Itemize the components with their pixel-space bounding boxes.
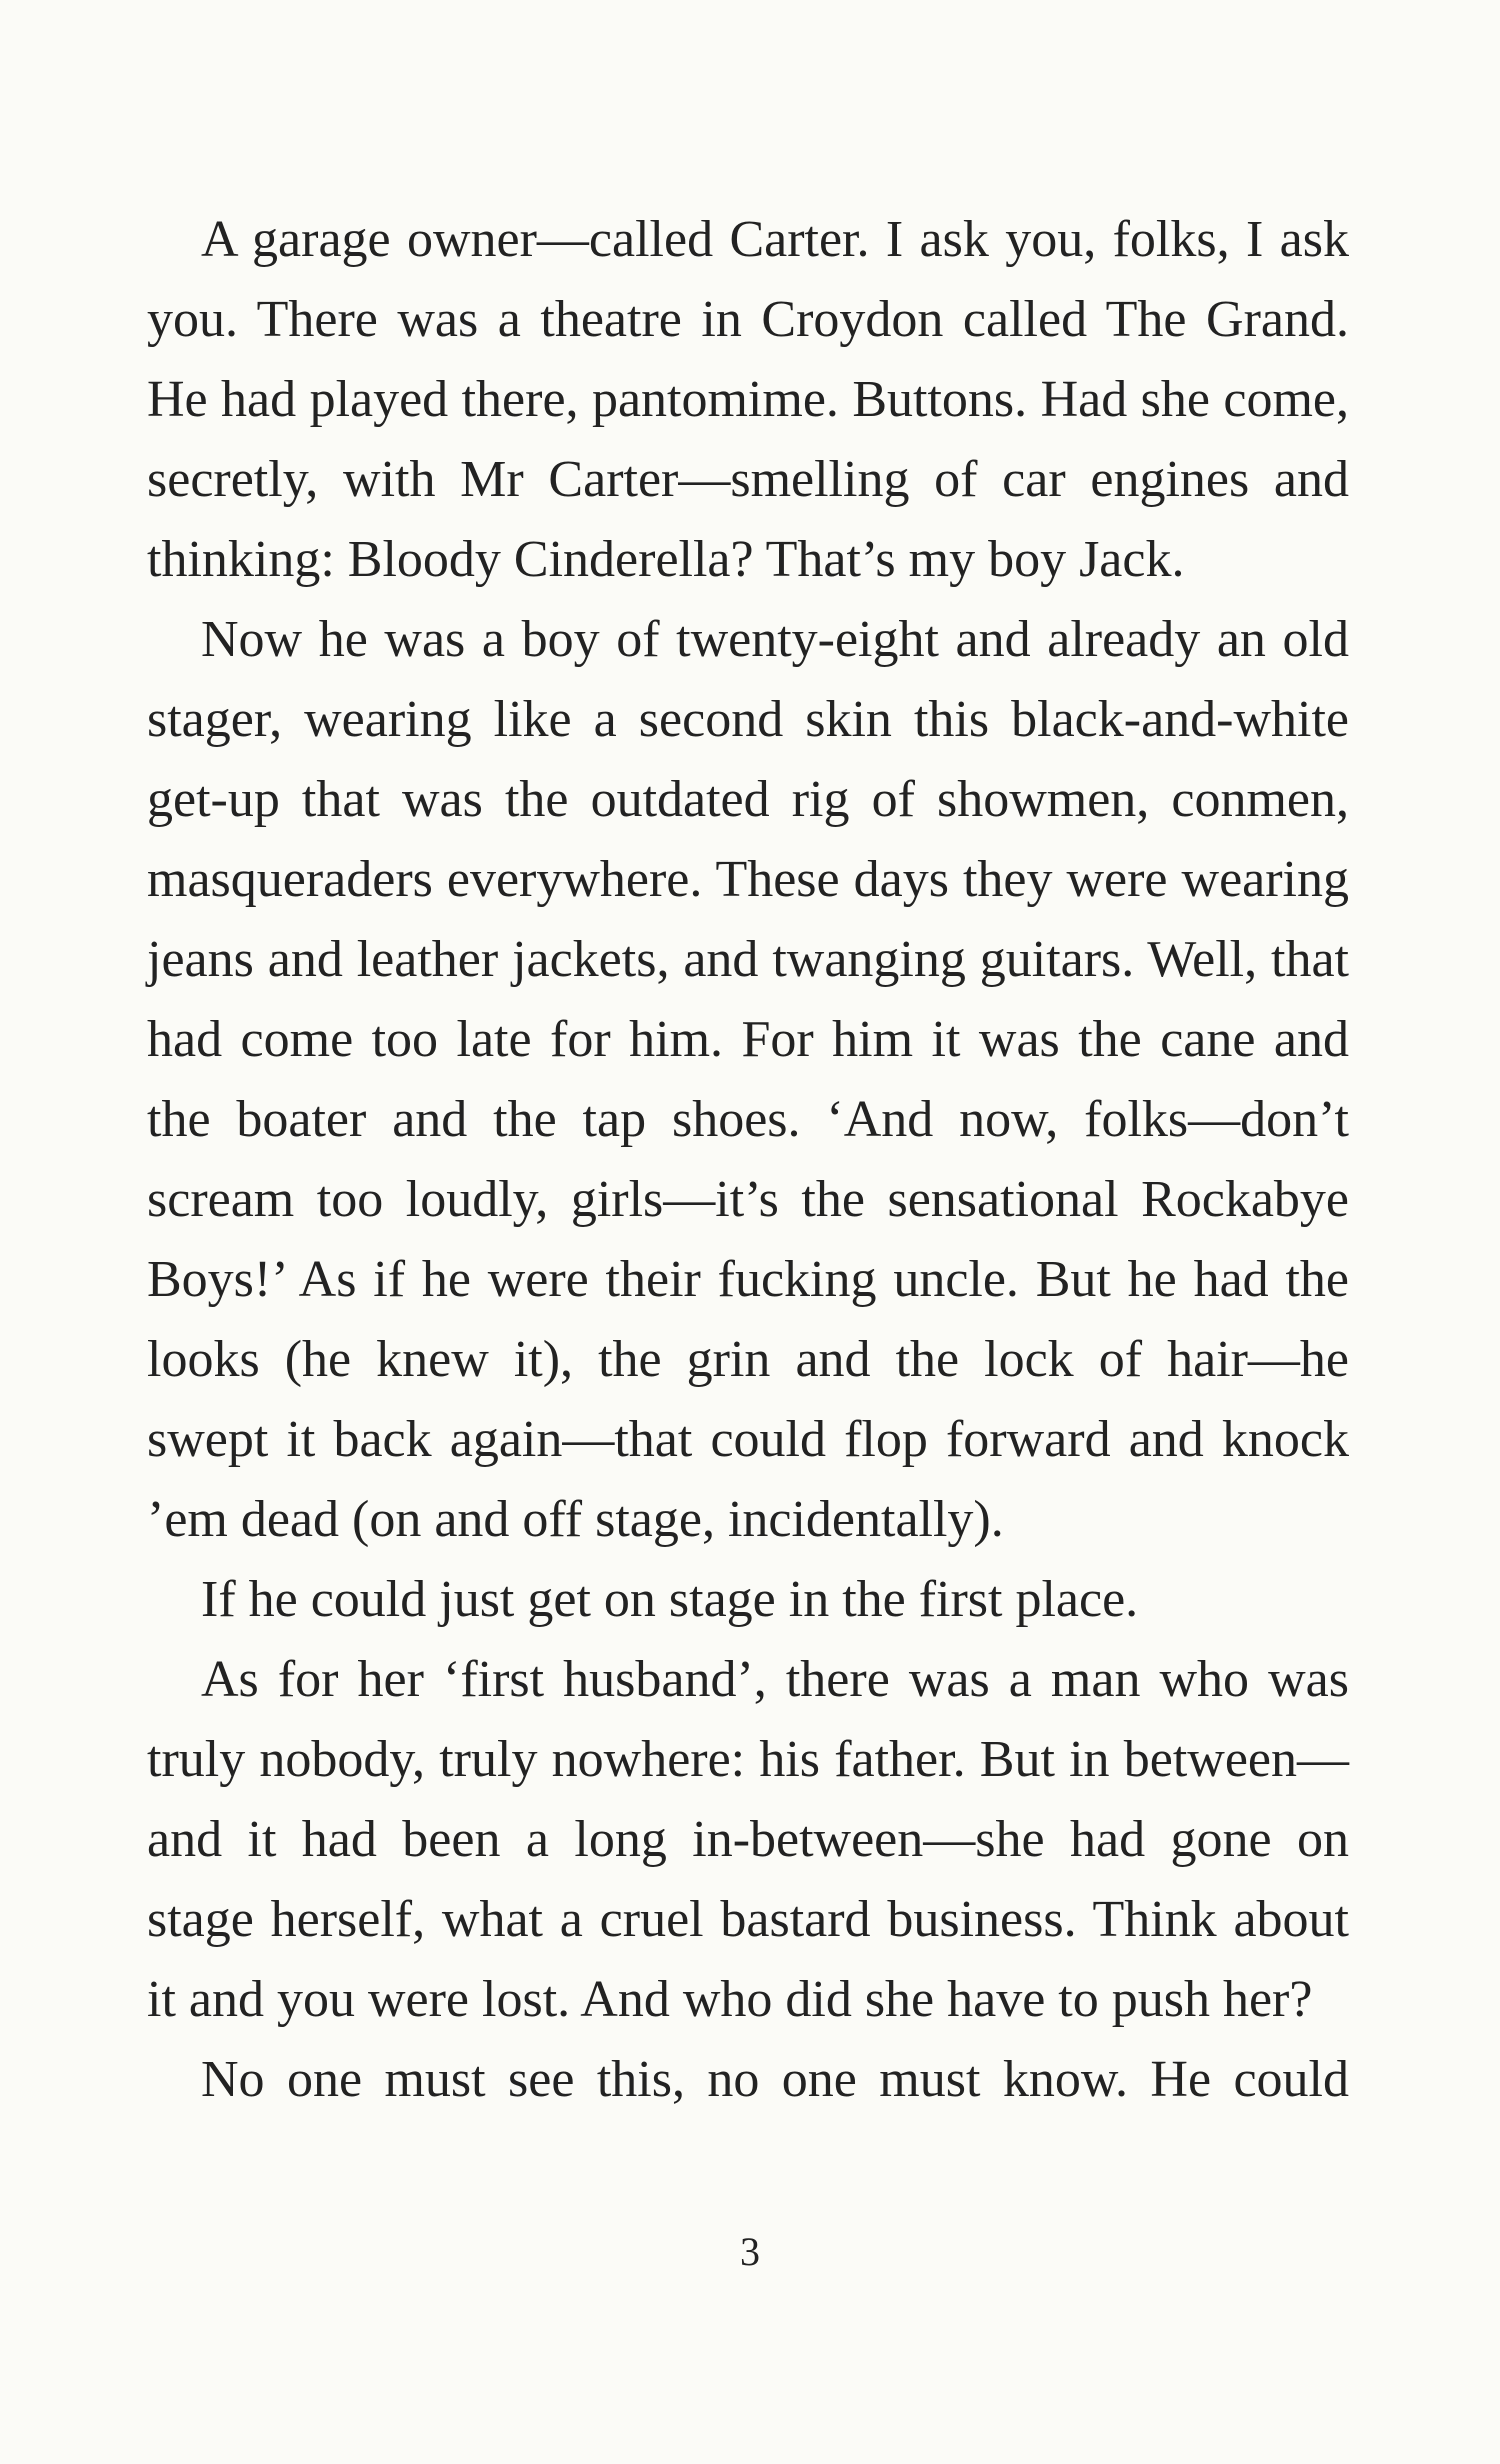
page-number: 3 xyxy=(740,2229,760,2274)
paragraph-4: As for her ‘first husband’, there was a man who was truly nobody, truly nowhere: his father. But in between—and it had been a long in-between—she had gone on stage herself, what a cruel bastard business. Think about it and you were lost. And who did she have to push her? xyxy=(147,1651,1349,2028)
paragraph-3: If he could just get on stage in the first place. xyxy=(201,1571,1139,1628)
paragraph-2: Now he was a boy of twenty-eight and already an old stager, wearing like a second skin this black-and-white get-up that was the outdated rig of showmen, conmen, masqueraders everywhere. These days they were wearing jeans and leather jackets, and twanging guitars. Well, that had come too late for him. For him it was the cane and the boater and the tap shoes. ‘And now, folks—don’t scream too loudly, girls—it’s the sensational Rockabye Boys!’ As if he were their fucking uncle. But he had the looks (he knew it), the grin and the lock of hair—he swept it back again—that could flop forward and knock ’em dead (on and off stage, incidentally). xyxy=(147,611,1349,1548)
body-text xyxy=(147,200,1349,2120)
paragraph-1: A garage owner—called Carter. I ask you, folks, I ask you. There was a theatre in Croydon called The Grand. He had played there, pantomime. Buttons. Had she come, secretly, with Mr Carter—smelling of car engines and thinking: Bloody Cinderella? That’s my boy Jack. xyxy=(147,211,1349,588)
paragraph-5: No one must see this, no one must know. He could xyxy=(201,2051,1349,2108)
